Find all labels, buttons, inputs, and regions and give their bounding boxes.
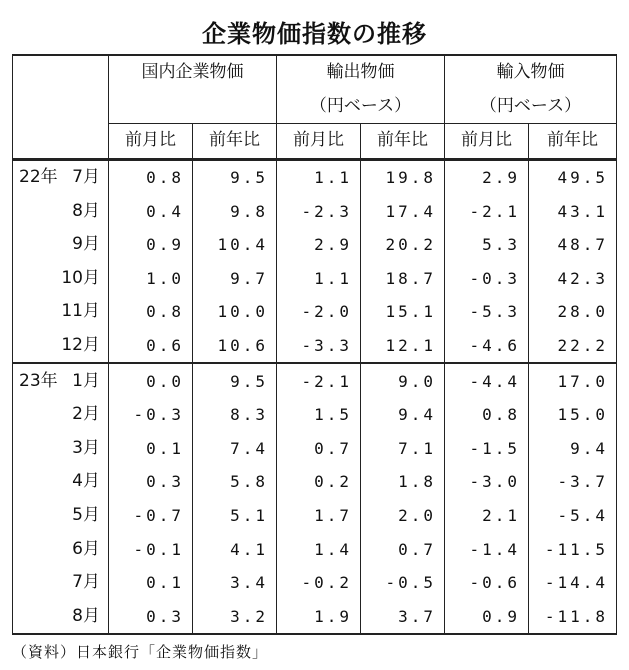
export-mom-value: -2.0 <box>277 295 361 329</box>
export-mom-value: -2.3 <box>277 194 361 228</box>
period-cell <box>13 363 109 398</box>
period-cell <box>13 432 109 466</box>
export-yoy-value: 17.4 <box>361 194 445 228</box>
domestic-yoy-value: 5.8 <box>193 465 277 499</box>
import-yoy-value: 48.7 <box>529 228 617 262</box>
export-yoy-value: 12.1 <box>361 329 445 364</box>
page-title: 企業物価指数の推移 <box>202 20 427 48</box>
month-label: 1月 <box>72 370 100 391</box>
domestic-mom-value: -0.1 <box>109 532 193 566</box>
export-yoy-value: 7.1 <box>361 432 445 466</box>
month-label: 7月 <box>72 167 100 188</box>
period-cell <box>13 295 109 329</box>
domestic-yoy-value: 10.6 <box>193 329 277 364</box>
export-yoy-value: 9.0 <box>361 363 445 398</box>
export-mom-value: 0.7 <box>277 432 361 466</box>
import-yoy-value: -3.7 <box>529 465 617 499</box>
header-domestic-yoy: 前年比 <box>193 124 277 160</box>
import-mom-value: 2.9 <box>445 159 529 194</box>
import-yoy-value: 15.0 <box>529 398 617 432</box>
period-cell <box>13 499 109 533</box>
table-row <box>13 432 617 466</box>
header-export-sub: （円ベース） <box>277 90 445 124</box>
import-yoy-value: -11.8 <box>529 600 617 635</box>
period-cell <box>13 228 109 262</box>
month-label: 8月 <box>72 605 100 626</box>
export-yoy-value: 9.4 <box>361 398 445 432</box>
month-label: 4月 <box>72 471 100 492</box>
year-label: 23年 <box>19 370 58 391</box>
period-cell <box>13 159 109 194</box>
export-mom-value: 1.9 <box>277 600 361 635</box>
domestic-mom-value: -0.7 <box>109 499 193 533</box>
table-row <box>13 262 617 296</box>
import-mom-value: -4.6 <box>445 329 529 364</box>
domestic-mom-value: 0.0 <box>109 363 193 398</box>
export-mom-value: 0.2 <box>277 465 361 499</box>
period-cell <box>13 194 109 228</box>
export-yoy-value: 1.8 <box>361 465 445 499</box>
domestic-yoy-value: 4.1 <box>193 532 277 566</box>
import-mom-value: -0.3 <box>445 262 529 296</box>
header-domestic: 国内企業物価 <box>109 55 277 124</box>
import-mom-value: -5.3 <box>445 295 529 329</box>
domestic-mom-value: 0.9 <box>109 228 193 262</box>
period-cell <box>13 465 109 499</box>
import-yoy-value: -14.4 <box>529 566 617 600</box>
domestic-mom-value: 0.8 <box>109 295 193 329</box>
import-mom-value: -3.0 <box>445 465 529 499</box>
import-yoy-value: 43.1 <box>529 194 617 228</box>
month-label: 8月 <box>72 200 100 221</box>
import-yoy-value: 22.2 <box>529 329 617 364</box>
table-row <box>13 532 617 566</box>
year-label: 22年 <box>19 167 58 188</box>
import-mom-value: -0.6 <box>445 566 529 600</box>
export-yoy-value: 19.8 <box>361 159 445 194</box>
domestic-yoy-value: 8.3 <box>193 398 277 432</box>
domestic-mom-value: 0.1 <box>109 432 193 466</box>
export-yoy-value: 0.7 <box>361 532 445 566</box>
domestic-yoy-value: 7.4 <box>193 432 277 466</box>
domestic-yoy-value: 9.7 <box>193 262 277 296</box>
header-import-mom: 前月比 <box>445 124 529 160</box>
import-mom-value: 0.9 <box>445 600 529 635</box>
export-yoy-value: 20.2 <box>361 228 445 262</box>
export-mom-value: 1.4 <box>277 532 361 566</box>
month-label: 2月 <box>72 404 100 425</box>
table-row <box>13 465 617 499</box>
import-yoy-value: 17.0 <box>529 363 617 398</box>
domestic-mom-value: 0.8 <box>109 159 193 194</box>
import-yoy-value: -5.4 <box>529 499 617 533</box>
import-yoy-value: 42.3 <box>529 262 617 296</box>
domestic-mom-value: -0.3 <box>109 398 193 432</box>
export-mom-value: 1.1 <box>277 159 361 194</box>
domestic-mom-value: 0.6 <box>109 329 193 364</box>
month-label: 9月 <box>72 234 100 255</box>
month-label: 7月 <box>72 572 100 593</box>
domestic-yoy-value: 5.1 <box>193 499 277 533</box>
period-cell <box>13 262 109 296</box>
domestic-yoy-value: 9.5 <box>193 159 277 194</box>
domestic-yoy-value: 10.4 <box>193 228 277 262</box>
table-row <box>13 228 617 262</box>
header-import-yoy: 前年比 <box>529 124 617 160</box>
domestic-yoy-value: 9.8 <box>193 194 277 228</box>
table-row <box>13 295 617 329</box>
domestic-yoy-value: 10.0 <box>193 295 277 329</box>
price-index-table <box>12 54 617 635</box>
source-note: （資料）日本銀行「企業物価指数」 <box>12 643 269 661</box>
domestic-yoy-value: 3.4 <box>193 566 277 600</box>
header-import-sub: （円ベース） <box>445 90 617 124</box>
table-row <box>13 329 617 364</box>
export-yoy-value: 2.0 <box>361 499 445 533</box>
table-row <box>13 159 617 194</box>
table-row <box>13 398 617 432</box>
month-label: 6月 <box>72 538 100 559</box>
month-label: 10月 <box>61 267 100 288</box>
domestic-mom-value: 0.3 <box>109 465 193 499</box>
table-row <box>13 194 617 228</box>
header-export-yoy: 前年比 <box>361 124 445 160</box>
import-mom-value: -1.4 <box>445 532 529 566</box>
export-yoy-value: 15.1 <box>361 295 445 329</box>
domestic-mom-value: 0.3 <box>109 600 193 635</box>
export-mom-value: 1.1 <box>277 262 361 296</box>
period-cell <box>13 398 109 432</box>
domestic-yoy-value: 3.2 <box>193 600 277 635</box>
import-mom-value: -4.4 <box>445 363 529 398</box>
export-mom-value: -0.2 <box>277 566 361 600</box>
month-label: 3月 <box>72 437 100 458</box>
period-cell <box>13 532 109 566</box>
header-import: 輸入物価 <box>445 55 617 90</box>
export-mom-value: 2.9 <box>277 228 361 262</box>
month-label: 5月 <box>72 505 100 526</box>
header-domestic-mom: 前月比 <box>109 124 193 160</box>
export-yoy-value: -0.5 <box>361 566 445 600</box>
table-row <box>13 566 617 600</box>
period-cell <box>13 600 109 635</box>
import-yoy-value: -11.5 <box>529 532 617 566</box>
export-mom-value: 1.7 <box>277 499 361 533</box>
domestic-mom-value: 1.0 <box>109 262 193 296</box>
domestic-mom-value: 0.1 <box>109 566 193 600</box>
import-yoy-value: 49.5 <box>529 159 617 194</box>
export-yoy-value: 3.7 <box>361 600 445 635</box>
table-row <box>13 600 617 635</box>
import-mom-value: 5.3 <box>445 228 529 262</box>
import-mom-value: 0.8 <box>445 398 529 432</box>
header-row-groups <box>13 55 617 90</box>
header-corner-cell <box>13 55 109 159</box>
header-export-mom: 前月比 <box>277 124 361 160</box>
import-mom-value: 2.1 <box>445 499 529 533</box>
period-cell <box>13 329 109 364</box>
domestic-yoy-value: 9.5 <box>193 363 277 398</box>
export-mom-value: 1.5 <box>277 398 361 432</box>
table-row <box>13 363 617 398</box>
domestic-mom-value: 0.4 <box>109 194 193 228</box>
month-label: 11月 <box>61 301 100 322</box>
import-yoy-value: 9.4 <box>529 432 617 466</box>
month-label: 12月 <box>61 335 100 356</box>
import-mom-value: -1.5 <box>445 432 529 466</box>
export-mom-value: -3.3 <box>277 329 361 364</box>
import-yoy-value: 28.0 <box>529 295 617 329</box>
table-row <box>13 499 617 533</box>
header-export: 輸出物価 <box>277 55 445 90</box>
export-yoy-value: 18.7 <box>361 262 445 296</box>
import-mom-value: -2.1 <box>445 194 529 228</box>
period-cell <box>13 566 109 600</box>
export-mom-value: -2.1 <box>277 363 361 398</box>
